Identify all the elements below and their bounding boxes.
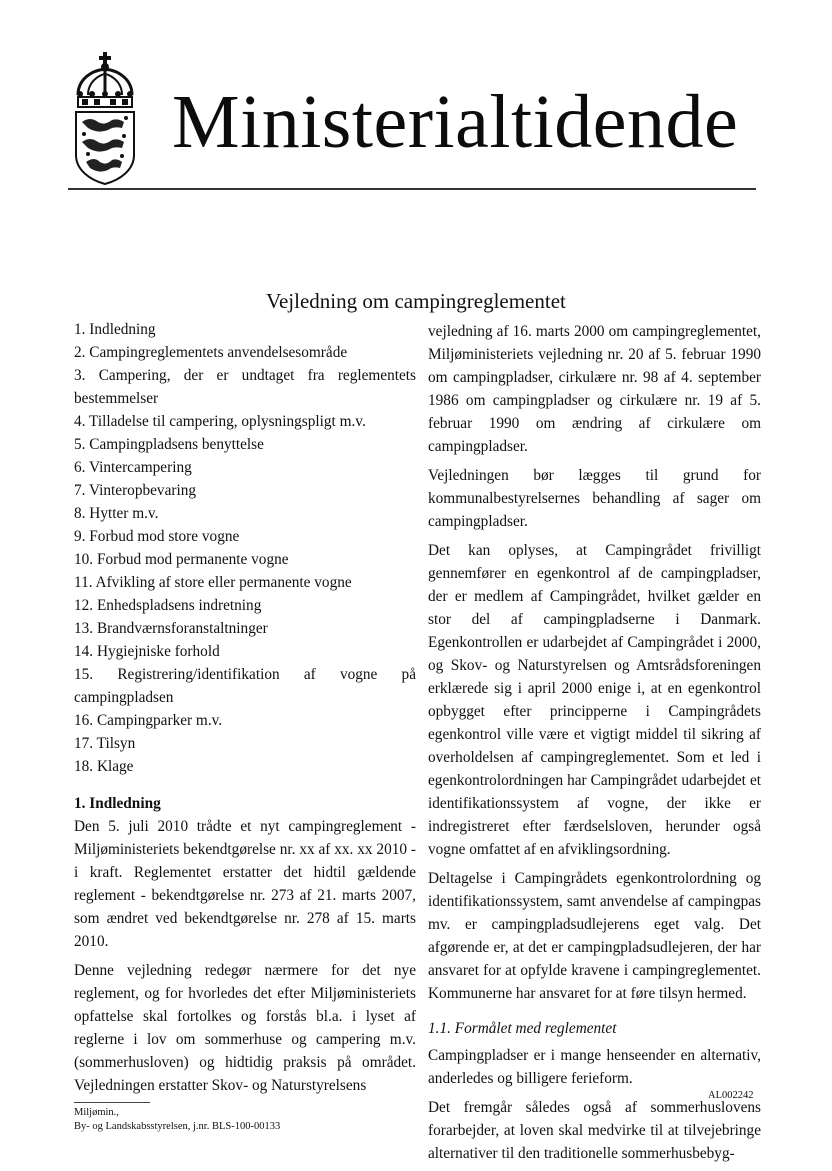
paragraph: Campingpladser er i mange henseender en alternativ, anderledes og billigere ferieform. xyxy=(428,1047,761,1087)
toc-item: 7. Vinteropbevaring xyxy=(74,482,196,499)
toc-item: 3. Campering, der er undtaget fra reglementets bestemmelser xyxy=(74,367,416,407)
coat-of-arms-icon xyxy=(70,50,140,185)
toc-item: 1. Indledning xyxy=(74,321,156,338)
toc-item: 14. Hygiejniske forhold xyxy=(74,643,220,660)
toc-item: 6. Vintercampering xyxy=(74,459,192,476)
toc-item: 18. Klage xyxy=(74,758,134,775)
right-column xyxy=(428,320,761,1171)
toc-item: 12. Enhedspladsens indretning xyxy=(74,597,262,614)
paragraph: Den 5. juli 2010 trådte et nyt campingreglement - Miljøministeriets bekendtgørelse nr. xx af xx. xx 2010 - i kraft. Reglementet erstatter det hidtil gældende reglement - bekendtgørelse nr. 273 af 21. marts 2007, som ændret ved bekendtgørelse nr. 278 af 15. marts 2010. xyxy=(74,818,416,950)
toc-item: 2. Campingreglementets anvendelsesområde xyxy=(74,344,348,361)
footnote xyxy=(74,1106,280,1134)
toc-item: 5. Campingpladsens benyttelse xyxy=(74,436,264,453)
toc-item: 13. Brandværnsforanstaltninger xyxy=(74,620,268,637)
toc-item: 10. Forbud mod permanente vogne xyxy=(74,551,289,568)
toc-item: 11. Afvikling af store eller permanente vogne xyxy=(74,574,352,591)
toc-item: 15. Registrering/identifikation af vogne på campingpladsen xyxy=(74,666,416,706)
section-heading: 1. Indledning xyxy=(74,795,161,812)
footnote-line: By- og Landskabsstyrelsen, j.nr. BLS-100-00133 xyxy=(74,1121,281,1132)
toc-item: 4. Tilladelse til campering, oplysningspligt m.v. xyxy=(74,413,366,430)
paragraph: Det kan oplyses, at Campingrådet frivilligt gennemfører en egenkontrol af de campingpladser, der er medlem af Campingrådet, hvilket gælder en stor del af campingpladserne i Danmark. Egenkontrollen er udarbejdet af Campingrådet i 2000, og Skov- og Naturstyrelsen og Amtsrådsforeningen erklærede sig i april 2000 enige i, at en egenkontrol opbygget efter principperne i Campingrådets egenkontrol ville være et vigtigt middel til sikring af overholdelsen af campingreglementet. Som et led i egenkontrolordningen har Campingrådet udarbejdet et identifikationssystem af vogne, der ikke er indregistreret efter færdselsloven, herunder også vogne omfattet af en afviklingsordning. xyxy=(428,542,761,858)
subsection-heading: 1.1. Formålet med reglementet xyxy=(428,1020,617,1037)
paragraph: Det fremgår således også af sommerhuslovens forarbejder, at loven skal medvirke til at tilvejebringe alternativer til den traditionelle sommerhusbebyg- xyxy=(428,1099,761,1162)
document-title: Vejledning om campingreglementet xyxy=(266,289,566,313)
footnote-line: Miljømin., xyxy=(74,1107,119,1118)
document-id: AL002242 xyxy=(708,1090,754,1101)
toc-item: 16. Campingparker m.v. xyxy=(74,712,223,729)
toc-item: 9. Forbud mod store vogne xyxy=(74,528,240,545)
paragraph: vejledning af 16. marts 2000 om campingreglementet, Miljøministeriets vejledning nr. 20 af 5. februar 1990 om campingpladser, cirkulære nr. 98 af 4. september 1986 om campingpladser og cirkulære nr. 19 af 5. februar 1990 om ændring af cirkulære om campingpladser. xyxy=(428,323,761,455)
masthead-rule xyxy=(68,188,756,190)
table-of-contents xyxy=(74,318,416,778)
publication-title: Ministerialtidende xyxy=(172,80,739,164)
toc-item: 8. Hytter m.v. xyxy=(74,505,159,522)
left-column xyxy=(74,318,416,1103)
footnote-rule xyxy=(74,1102,150,1103)
masthead xyxy=(60,50,760,190)
toc-item: 17. Tilsyn xyxy=(74,735,136,752)
paragraph: Deltagelse i Campingrådets egenkontrolordning og identifikationssystem, samt anvendelse af campingpas mv. er campingpladsudlejerens eget valg. Det afgørende er, at det er campingpladsudlejeren, der har ansvaret for at opfylde kravene i campingreglementet. Kommunerne har ansvaret for at føre tilsyn hermed. xyxy=(428,870,761,1002)
paragraph: Vejledningen bør lægges til grund for kommunalbestyrelsernes behandling af sager om campingpladser. xyxy=(428,467,761,530)
paragraph: Denne vejledning redegør nærmere for det nye reglement, og for hvorledes det efter Miljøministeriets opfattelse skal fortolkes og forstås bl.a. i lyset af reglerne i lov om sommerhuse og campering m.v. (sommerhusloven) og hidtidig praksis på området. Vejledningen erstatter Skov- og Naturstyrelsens xyxy=(74,962,416,1094)
